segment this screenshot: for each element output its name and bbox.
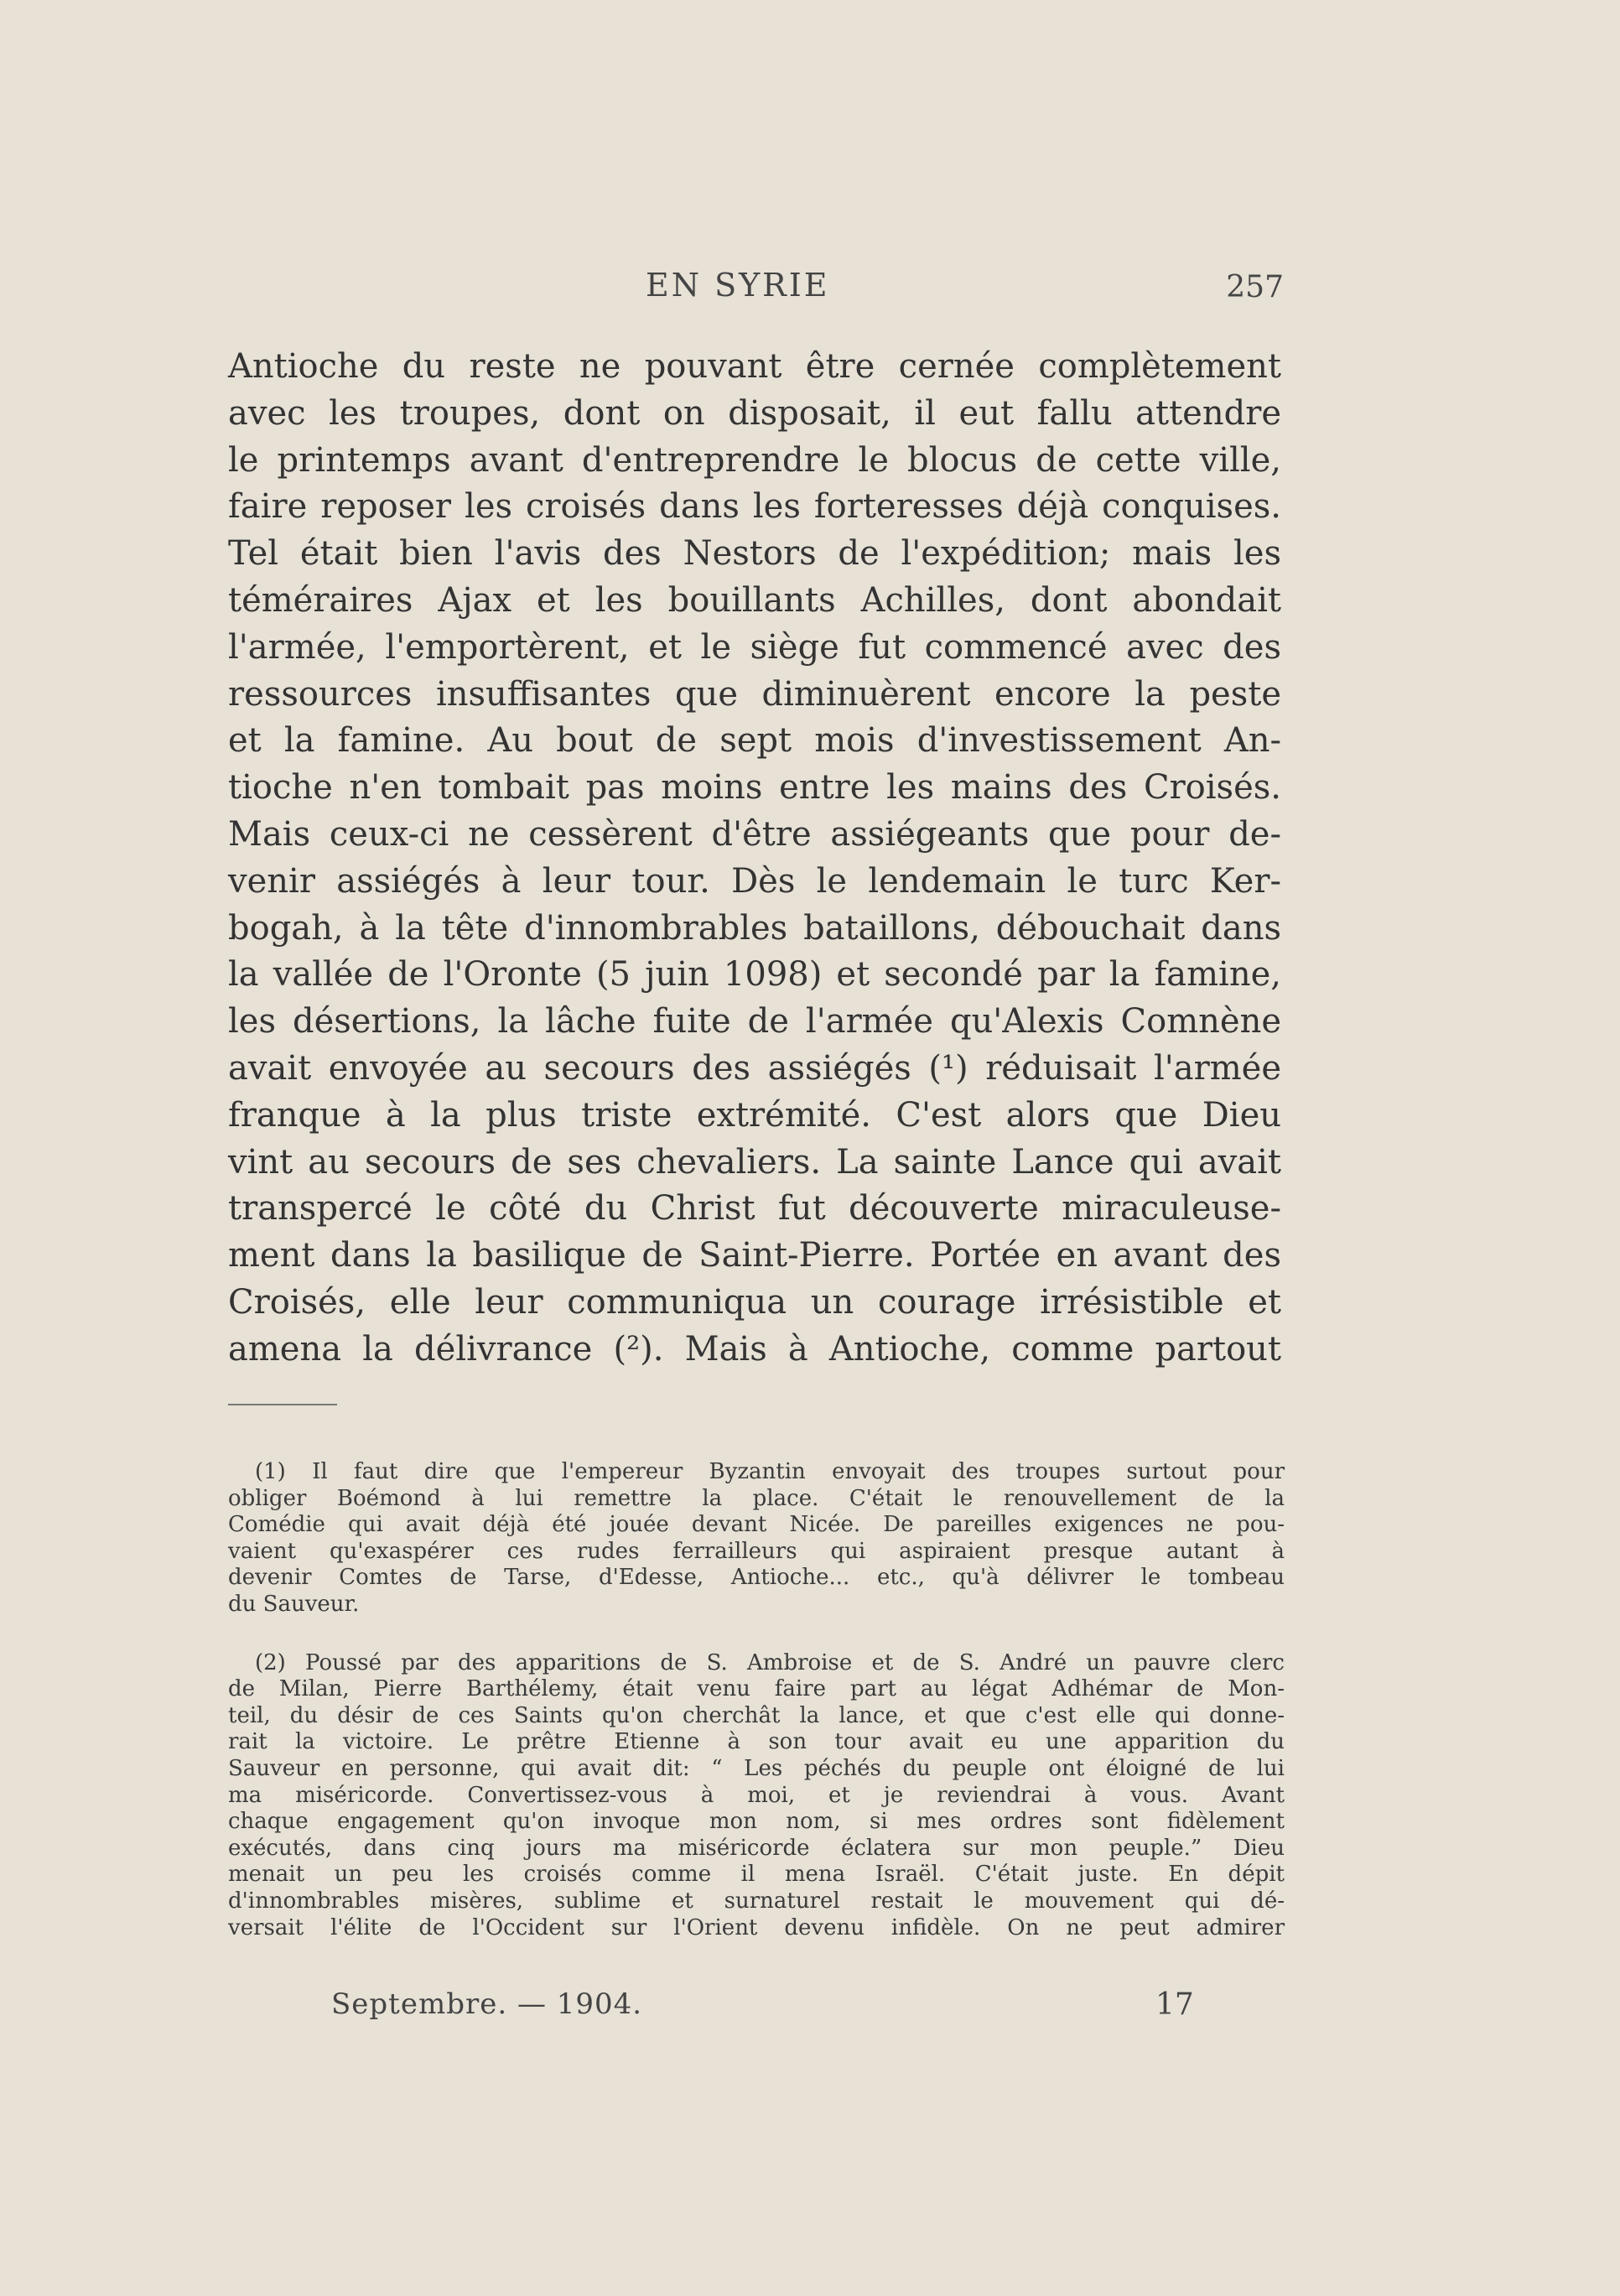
body-line: transpercé le côté du Christ fut découverte miraculeuse- (228, 1189, 1281, 1229)
body-line: Antioche du reste ne pouvant être cernée complètement (228, 347, 1281, 386)
page-number: 257 (1226, 270, 1284, 304)
body-line: avait envoyée au secours des assiégés (¹) réduisait l'armée (228, 1048, 1281, 1088)
footnote-line: d'innombrables misères, sublime et surnaturel restait le mouvement qui dé- (228, 1888, 1285, 1914)
footnote-line: obliger Boémond à lui remettre la place. C'était le renouvellement de la (228, 1485, 1285, 1511)
footnote-2 (228, 1650, 1285, 1942)
body-line: ment dans la basilique de Saint-Pierre. Portée en avant des (228, 1236, 1281, 1275)
body-line: ressources insuffisantes que diminuèrent encore la peste (228, 674, 1281, 714)
footnote-line: (1) Il faut dire que l'empereur Byzantin envoyait des troupes surtout pour (255, 1459, 1285, 1484)
body-line: avec les troupes, dont on disposait, il eut fallu attendre (228, 393, 1281, 433)
footnote-line: ma miséricorde. Convertissez-vous à moi, et je reviendrai à vous. Avant (228, 1782, 1285, 1808)
footer-sheet-number: 17 (1155, 1987, 1194, 2022)
body-line: Tel était bien l'avis des Nestors de l'expédition; mais les (228, 534, 1281, 574)
body-text (228, 344, 1281, 1374)
footer-signature: Septembre. — 1904. (331, 1987, 643, 2021)
body-line: la vallée de l'Oronte (5 juin 1098) et secondé par la famine, (228, 955, 1281, 995)
footnote-line: Sauveur en personne, qui avait dit: “ Les péchés du peuple ont éloigné de lui (228, 1755, 1285, 1781)
body-line: tioche n'en tombait pas moins entre les mains des Croisés. (228, 768, 1281, 808)
footnote-line: Comédie qui avait déjà été jouée devant Nicée. De pareilles exigences ne pou- (228, 1512, 1285, 1538)
body-line: les désertions, la lâche fuite de l'armée qu'Alexis Comnène (228, 1002, 1281, 1042)
body-line: franque à la plus triste extrémité. C'est alors que Dieu (228, 1095, 1281, 1135)
footnote-line: teil, du désir de ces Saints qu'on cherchât la lance, et que c'est elle qui donne- (228, 1702, 1285, 1728)
body-line: et la famine. Au bout de sept mois d'investissement An- (228, 721, 1281, 761)
body-line: téméraires Ajax et les bouillants Achilles, dont abondait (228, 580, 1281, 620)
body-line: faire reposer les croisés dans les forteresses déjà conquises. (228, 487, 1281, 527)
footnote-rule (228, 1404, 337, 1405)
footnote-line: (2) Poussé par des apparitions de S. Ambroise et de S. André un pauvre clerc (255, 1649, 1285, 1675)
body-line: vint au secours de ses chevaliers. La sainte Lance qui avait (228, 1142, 1281, 1182)
body-line: Croisés, elle leur communiqua un courage irrésistible et (228, 1282, 1281, 1322)
footnote-line: chaque engagement qu'on invoque mon nom, si mes ordres sont fidèlement (228, 1809, 1285, 1835)
footnote-line: vaient qu'exaspérer ces rudes ferrailleurs qui aspiraient presque autant à (228, 1538, 1285, 1564)
footnote-line: exécutés, dans cinq jours ma miséricorde éclatera sur mon peuple.” Dieu (228, 1835, 1285, 1861)
body-line: l'armée, l'emportèrent, et le siège fut commencé avec des (228, 627, 1281, 667)
footnote-line: du Sauveur. (228, 1591, 360, 1617)
footnote-line: devenir Comtes de Tarse, d'Edesse, Antioche... etc., qu'à délivrer le tombeau (228, 1565, 1285, 1591)
body-line: le printemps avant d'entreprendre le blocus de cette ville, (228, 440, 1281, 480)
footnote-1 (228, 1459, 1285, 1618)
body-line: bogah, à la tête d'innombrables bataillons, débouchait dans (228, 908, 1281, 948)
body-line: Mais ceux-ci ne cessèrent d'être assiégeants que pour de- (228, 814, 1281, 854)
footnote-line: rait la victoire. Le prêtre Etienne à son tour avait eu une apparition du (228, 1729, 1285, 1755)
footnote-line: menait un peu les croisés comme il mena Israël. C'était juste. En dépit (228, 1862, 1285, 1888)
footnote-line: versait l'élite de l'Occident sur l'Orient devenu infidèle. On ne peut admirer (228, 1914, 1285, 1940)
body-line: amena la délivrance (²). Mais à Antioche, comme partout (228, 1329, 1281, 1369)
body-line: venir assiégés à leur tour. Dès le lendemain le turc Ker- (228, 861, 1281, 901)
running-head: EN SYRIE (646, 267, 830, 304)
footnote-line: de Milan, Pierre Barthélemy, était venu faire part au légat Adhémar de Mon- (228, 1676, 1285, 1702)
footnotes (228, 1459, 1285, 1941)
